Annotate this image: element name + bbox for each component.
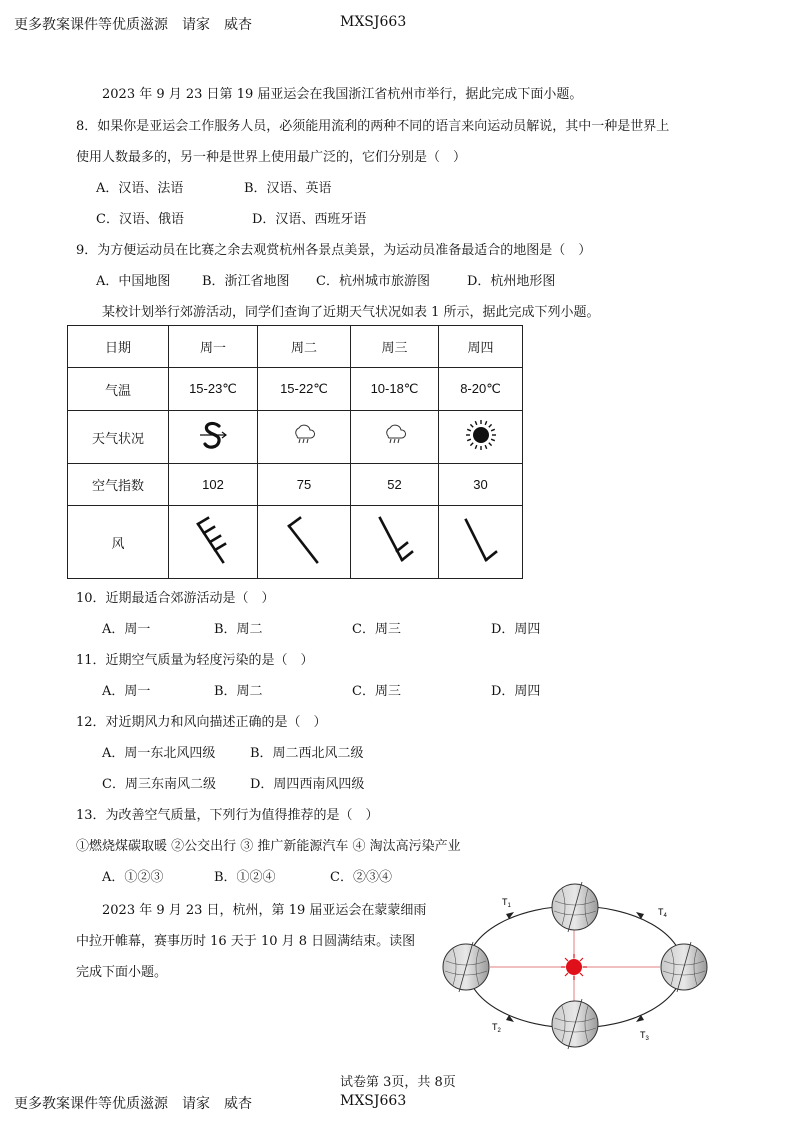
question-8-option-d[interactable]: D．汉语、西班牙语: [252, 212, 367, 227]
table-aqi-label: 空气指数: [68, 464, 169, 506]
table-wind-label: 风: [68, 506, 169, 579]
question-10-option-a[interactable]: A．周一: [102, 622, 151, 637]
question-11-option-c[interactable]: C．周三: [352, 684, 401, 699]
question-8-option-c[interactable]: C．汉语、俄语: [96, 212, 184, 227]
table-weather-tue: [258, 411, 351, 464]
page-number: 试卷第 3页，共 8页: [340, 1075, 456, 1090]
question-9-option-b[interactable]: B．浙江省地图: [202, 274, 290, 289]
table-aqi-mon: 102: [169, 464, 258, 506]
intro-opening-line1: 2023 年 9 月 23 日，杭州，第 19 届亚运会在蒙蒙细雨: [102, 903, 427, 918]
footer-text: 更多教案课件等优质滋源 请家 威杏: [14, 1096, 252, 1112]
question-8-option-a[interactable]: A．汉语、法语: [96, 181, 184, 196]
question-13-option-a[interactable]: A．①②③: [102, 870, 164, 885]
question-13-option-c[interactable]: C．②③④: [330, 870, 392, 885]
question-11-option-d[interactable]: D．周四: [491, 684, 541, 699]
orbit-label-t4: $T_4$: [658, 907, 667, 919]
table-temp-thu: 8-20℃: [439, 368, 523, 411]
earth-globe-left: [443, 942, 489, 992]
question-8-stem-line2: 使用人数最多的，另一种是世界上使用最广泛的，它们分别是（ ）: [76, 150, 467, 165]
question-13-stem: 13．为改善空气质量，下列行为值得推荐的是（ ）: [76, 808, 379, 823]
table-weather-label: 天气状况: [68, 411, 169, 464]
table-wind-wed: [351, 506, 439, 579]
question-12-option-a[interactable]: A．周一东北风四级: [102, 746, 216, 761]
table-day-tue: 周二: [258, 326, 351, 368]
table-weather-thu: [439, 411, 523, 464]
wind-barb-icon: [456, 510, 506, 570]
question-10-option-d[interactable]: D．周四: [491, 622, 541, 637]
question-9-option-a[interactable]: A．中国地图: [96, 274, 171, 289]
table-header-date: 日期: [68, 326, 169, 368]
question-12-stem: 12．对近期风力和风向描述正确的是（ ）: [76, 715, 327, 730]
earth-globe-top: [552, 882, 598, 932]
table-wind-mon: [169, 506, 258, 579]
cloud-rain-icon: [291, 424, 317, 446]
sun-icon: [561, 954, 587, 980]
table-day-mon: 周一: [169, 326, 258, 368]
wind-barb-icon: [279, 510, 329, 570]
question-12-option-c[interactable]: C．周三东南风二级: [102, 777, 216, 792]
question-10-option-c[interactable]: C．周三: [352, 622, 401, 637]
orbit-label-t2: $T_2$: [492, 1022, 501, 1034]
intro-asian-games: 2023 年 9 月 23 日第 19 届亚运会在我国浙江省杭州市举行，据此完成下面小题。: [102, 87, 583, 102]
earth-globe-bottom: [552, 999, 598, 1049]
question-11-stem: 11．近期空气质量为轻度污染的是（ ）: [76, 653, 314, 668]
table-day-thu: 周四: [439, 326, 523, 368]
header-text: 更多教案课件等优质滋源 请家 威杏: [14, 17, 252, 33]
sun-icon: [464, 418, 498, 452]
table-weather-wed: [351, 411, 439, 464]
intro-opening-line3: 完成下面小题。: [76, 965, 168, 980]
table-temp-tue: 15-22℃: [258, 368, 351, 411]
question-12-option-d[interactable]: D．周四西南风四级: [250, 777, 365, 792]
question-12-option-b[interactable]: B．周二西北风二级: [250, 746, 364, 761]
table-aqi-wed: 52: [351, 464, 439, 506]
table-aqi-tue: 75: [258, 464, 351, 506]
cloud-rain-icon: [382, 424, 408, 446]
question-8-stem-line1: 8．如果你是亚运会工作服务人员，必须能用流利的两种不同的语言来向运动员解说，其中一种是世界上: [76, 119, 670, 134]
question-9-option-d[interactable]: D．杭州地形图: [467, 274, 556, 289]
table-temp-mon: 15-23℃: [169, 368, 258, 411]
table-weather-mon: [169, 411, 258, 464]
weather-table: [67, 325, 523, 579]
question-9-stem: 9．为方便运动员在比赛之余去观赏杭州各景点美景，为运动员准备最适合的地图是（ ）: [76, 243, 592, 258]
question-10-stem: 10．近期最适合郊游活动是（ ）: [76, 591, 275, 606]
question-11-option-b[interactable]: B．周二: [214, 684, 263, 699]
question-9-option-c[interactable]: C．杭州城市旅游图: [316, 274, 430, 289]
orbit-label-t1: $T_1$: [502, 897, 511, 909]
table-temp-wed: 10-18℃: [351, 368, 439, 411]
table-temp-label: 气温: [68, 368, 169, 411]
table-day-wed: 周三: [351, 326, 439, 368]
wind-barb-icon: [188, 510, 238, 570]
intro-weather: 某校计划举行郊游活动，同学们查询了近期天气状况如表 1 所示，据此完成下列小题。: [102, 305, 600, 320]
table-wind-thu: [439, 506, 523, 579]
orbit-label-t3: $T_3$: [640, 1030, 649, 1042]
footer-code: MXSJ663: [340, 1093, 407, 1109]
table-wind-tue: [258, 506, 351, 579]
question-8-option-b[interactable]: B．汉语、英语: [244, 181, 332, 196]
header-code: MXSJ663: [340, 14, 407, 30]
earth-orbit-diagram: [440, 880, 720, 1050]
wind-barb-icon: [370, 510, 420, 570]
table-aqi-thu: 30: [439, 464, 523, 506]
question-11-option-a[interactable]: A．周一: [102, 684, 151, 699]
earth-globe-right: [661, 942, 707, 992]
question-10-option-b[interactable]: B．周二: [214, 622, 263, 637]
question-13-items: ①燃烧煤碳取暖 ②公交出行 ③ 推广新能源汽车 ④ 淘汰高污染产业: [76, 839, 461, 854]
question-13-option-b[interactable]: B．①②④: [214, 870, 276, 885]
intro-opening-line2: 中拉开帷幕，赛事历时 16 天于 10 月 8 日圆满结束。读图: [76, 934, 416, 949]
sandstorm-icon: [196, 418, 230, 452]
